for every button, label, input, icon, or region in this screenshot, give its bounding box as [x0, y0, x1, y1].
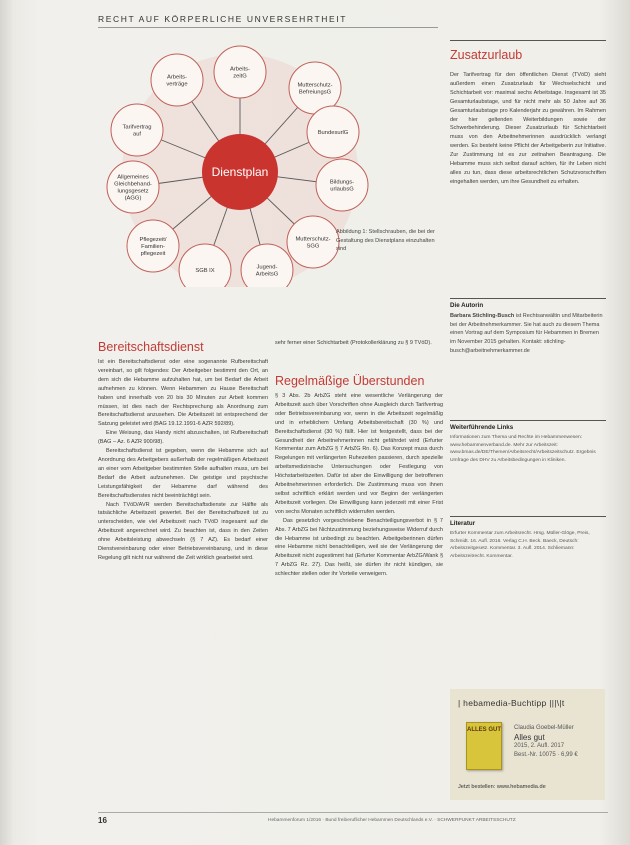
promo-link[interactable]: Jetzt bestellen: www.hebamedia.de [458, 784, 546, 790]
paragraph: Bereitschaftsdienst ist gegeben, wenn die Hebamme sich auf Anordnung des Arbeitgebers außerhalb der regelmäßigen Arbeitszeit an einer vom Arbeitgeber bestimmten Stelle aufhalten muss, um bei Bedarf die Arbeit aufzunehmen. Die geistige und psychische Leistungsfähigkeit der Hebamme darf während des Bereitschaftsdienstes nicht beeinträchtigt sein. [98, 448, 268, 499]
footer-rule [98, 812, 608, 813]
links-heading: Weiterführende Links [450, 424, 514, 431]
diagram-node-label: SGB IX [195, 268, 215, 274]
diagram-center-label: Dienstplan [211, 165, 269, 179]
diagram-node-label: Arbeits-zeitG [230, 66, 250, 80]
diagram-node-label: Jugend-ArbeitsG [255, 264, 279, 278]
literature-heading: Literatur [450, 520, 476, 527]
section-title-zusatzurlaub: Zusatzurlaub [450, 48, 523, 62]
links-text: Informationen zum Thema und Rechte im Hebammenwesen: www.hebammenverband.de. Mehr zur Arbeitszeit: www.bmas.de/DE/Themen/Arbeitsrecht/Arbeitszeitschutz. Ergebnis Umfrage des DHV zu Arbeitsbedingungen in Kliniken. [450, 435, 596, 463]
diagram-node-label: Mutterschutz-BefreiungsG [297, 82, 333, 96]
promo-brand-label: hebamedia-Buchtipp [463, 698, 547, 708]
literature-rule [450, 516, 606, 517]
paragraph: Nach TVöD/AVR werden Bereitschaftsdienste zur Hälfte als tatsächliche Arbeitszeit gewertet. Bei der Bereitschaftszeit ist zu unterscheiden, wie viel Arbeitszeit nach TVöD insgesamt auf die Arbeitszeit angerechnet wird. Zu beachten ist, dass in den Zeiten ohne Arbeitsleistung abwechseln (§ 7 AZ). Es bedarf einer Dienstvereinbarung oder einer Betriebsvereinbarung, und in diese Regelung gilt nicht nur während die Zeit wirklich gearbeitet wird. [98, 501, 268, 561]
author-heading: Die Autorin [450, 302, 484, 309]
author-text: ist Rechtsanwältin und Mitarbeiterin bei der Arbeitnehmerkammer. Sie hat auch zu diesem Thema einen Vortrag auf dem Symposium für Hebammen in Bremen im November 2015 gehalten. Kontakt: stichling-busch@arbeitnehmerkammer.de [450, 313, 603, 354]
section-title-bereitschaftsdienst: Bereitschaftsdienst [98, 340, 204, 354]
links-rule [450, 420, 606, 421]
header-rule [98, 27, 438, 28]
book-cover [466, 722, 502, 770]
footer-text: Hebammenforum 1/2016 · Bund freiberuflicher Hebammen Deutschlands e.V. · SCHWERPUNKT ARBEITSSCHUTZ [268, 818, 516, 823]
section-title-ueberstunden: Regelmäßige Überstunden [275, 374, 425, 388]
middle-column-text [275, 392, 443, 804]
running-header: RECHT AUF KÖRPERLICHE UNVERSEHRTHEIT [98, 14, 348, 24]
author-name: Barbara Stichling-Busch [450, 313, 515, 319]
author-rule [450, 298, 606, 299]
paragraph: § 3 Abs. 2b ArbZG steht eine wesentliche Verlängerung der Arbeitszeit auch über Vorschriften ohne Ausgleich durch Tarifvertrag oder Betriebsvereinbarung vor, wenn in die Arbeitszeit regelmäßig und in erheblichem Umfang Arbeitsbereitschaft (30 %) und Bereitschaftsdienst (30 %) fällt. Hier ist festgestellt, dass bei der Gesundheit der Arbeitnehmerinnen nicht gefährdet wird (Erfurter Kommentar zum ArbZG § 7 ArbZG Rn. 6). Das Konzept muss durch Regelungen mit verlängerten Ruhezeiten passieren, durch spezielle arbeitsmedizinische Untersuchungen oder Festlegung von Höchstarbeitszeiten. Dafür ist aber die Einwilligung der betroffenen Arbeitnehmerinnen erforderlich. Die Zustimmung muss von ihnen selbst schriftlich erklärt werden und vor Beginn der verlängerten Arbeitszeit vorliegen. Die Einwilligung kann jederzeit mit einer Frist von sechs Monaten schriftlich widerrufen werden. [275, 393, 443, 515]
diagram-node-label: Mutterschutz-SGG [295, 236, 331, 250]
promo-title: Alles gut [514, 733, 545, 742]
literature-text: Erfurter Kommentar zum Arbeitsrecht. Hrsg. Müller-Glöge, Preis, Schmidt. 16. Aufl. 2016. Verlag C.H. Beck. Baeck, Deutsch: Arbeitszeitgesetz. Kommentar. 3. Aufl. 2014. Schliemann: Arbeitszeitrecht. Kommentar. [450, 531, 590, 559]
promo-brand: | hebamedia-Buchtipp |||\|t [458, 698, 565, 708]
paragraph: Das gesetzlich vorgeschriebene Benachteiligungsverbot in § 7 Abs. 7 ArbZG bei Nichtzustimmung beziehungsweise Widerruf durch die Hebamme ist unbedingt zu beachten. Arbeitgeberinnen dürfen eine Hebamme nicht benachteiligen, weil sie der Verlängerung der Arbeitszeit nicht zugestimmt hat (Erfurter Kommentar ArbZG/Wank § 7 ArbZG Rz. 27). Das heißt, sie dürfen ihr nicht kündigen, sie schlechter stellen oder ihr Vorteile verweigern. [275, 517, 443, 578]
diagram-node-label: Tarifvertrag auf [122, 124, 152, 138]
promo-order: Best.-Nr. 10075 · 6,99 € [514, 752, 578, 758]
diagram-node-label: Arbeits-verträge [166, 74, 188, 88]
page-number: 16 [98, 816, 107, 825]
middle-intro: sehr ferner einer Schichtarbeit (Protokollerklärung zu § 9 TVöD). [275, 340, 432, 346]
left-column-text [98, 358, 268, 798]
paragraph: Ist ein Bereitschaftsdienst oder eine sogenannte Rufbereitschaft vereinbart, so gilt folgendes: Der Arbeitgeber bestimmt den Ort, an dem sich die Hebamme aufzuhalten hat, um bei Bedarf die Arbeit aufnehmen zu können. Wenn Hebammen zu Hause Bereitschaft haben und innerhalb von 20 bis 30 Minuten zur Arbeit kommen müssen, ist dies nach der Rechtsprechung als Anordnung zum Bereitschaftsdienst anzusehen. Die Arbeitszeit ist entsprechend der Satzung geleistet wird (BAG 19.12.1991-6 AZR 592/89). [98, 359, 268, 428]
diagram-caption: Abbildung 1: Stellschrauben, die bei der Gestaltung des Dienstplans einzuhalten sind [336, 229, 435, 253]
promo-author: Claudia Goebel-Müller [514, 725, 574, 731]
promo-info [514, 724, 604, 760]
diagram-node-label: Allgemeines Gleichbehand-lungsgesetz (AGG) [114, 174, 152, 202]
diagram-node-label: Pflegezeit/ Familien-pflegezeit [139, 237, 167, 257]
diagram-node-label: BundesurlG [317, 130, 349, 136]
book-cover-title: ALLES GUT [467, 727, 501, 733]
diagram-node-label: Bildungs-urlaubsG [329, 179, 355, 193]
zusatzurlaub-text: Der Tarifvertrag für den öffentlichen Dienst (TVöD) sieht außerdem einen Zusatzurlaub für Wechselschicht und Schichtarbeit vor: maximal sechs Arbeitstage. Insgesamt ist 35 Gesamturlaubstage, und für nicht mehr als 50 Jahre auf 36 Gesamturlaubstage pro Kalenderjahr zu gewähren. Im Rahmen der hier geltenden Weiterbildungen sowie der Schwerbehinderung. Dieser Zusatzurlaub für Schichtarbeit muss von den Arbeitnehmerinnen ausdrücklich verlangt werden. Es besteht keine Pflicht der Arbeitgeberin zur Initiative. Zur Zustimmung ist es zur zeitnahen Beantragung. Die Hebamme muss sich selbst darauf achten, für ihr Leben nicht alles zu tun, dass diese arbeitsrechtlichen Schutzvorschriften eingehalten werden, um ihre Gesundheit zu erhalten. [450, 72, 606, 185]
promo-details: 2015, 2. Aufl. 2017 [514, 743, 565, 749]
author-box [450, 312, 606, 400]
right-rule [450, 40, 606, 41]
paragraph: Eine Weisung, das Handy nicht abzuschalten, ist Rufbereitschaft (BAG – Az. 6 AZR 900/98). [98, 430, 268, 446]
